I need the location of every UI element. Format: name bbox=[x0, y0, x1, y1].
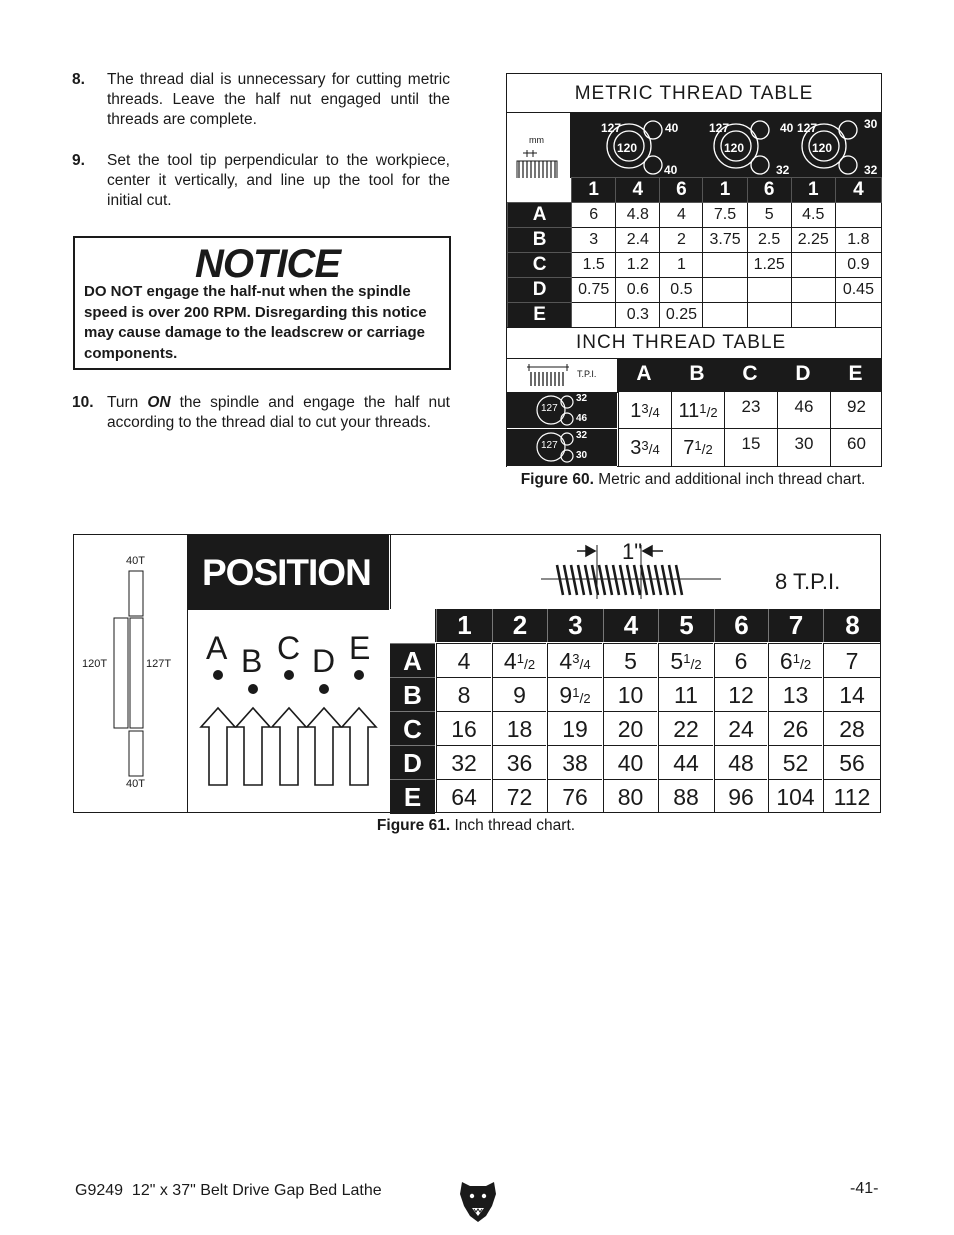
position-row-label: D bbox=[390, 745, 435, 780]
metric-cell: 4 bbox=[660, 203, 703, 228]
position-cell bbox=[823, 745, 880, 779]
position-cell bbox=[658, 779, 713, 813]
position-cell bbox=[768, 677, 822, 711]
gear-train-icon bbox=[507, 392, 617, 429]
metric-cell: 0.25 bbox=[660, 303, 703, 328]
step-9 bbox=[72, 151, 450, 211]
value-whole: 11 bbox=[674, 682, 698, 708]
position-cell bbox=[658, 711, 713, 745]
figure-label: Figure 61. bbox=[376, 817, 451, 834]
value-whole: 9 bbox=[559, 682, 573, 708]
metric-cell: 2 bbox=[660, 228, 703, 253]
inch-gear-cell bbox=[507, 429, 617, 467]
metric-cell: 0.75 bbox=[572, 278, 616, 303]
inch-column-header: A bbox=[636, 362, 652, 385]
metric-row bbox=[508, 303, 882, 328]
gear-label: 127 bbox=[797, 121, 818, 135]
value-whole: 48 bbox=[728, 750, 754, 776]
gear-label: 127 bbox=[601, 121, 622, 135]
value-whole: 11 bbox=[678, 400, 700, 422]
step-number: 8. bbox=[72, 71, 85, 88]
inch-column-header: C bbox=[742, 362, 758, 385]
position-cell bbox=[714, 677, 767, 711]
position-cell bbox=[823, 643, 880, 677]
metric-column-header: 1 bbox=[572, 178, 616, 203]
value-whole: 64 bbox=[451, 784, 477, 810]
position-column-header: 1 bbox=[436, 609, 492, 642]
caption-text: Inch thread chart. bbox=[450, 817, 576, 834]
metric-cell: 3.75 bbox=[703, 228, 747, 253]
inch-cell bbox=[671, 392, 724, 429]
value-whole: 14 bbox=[839, 682, 865, 708]
value-whole: 1 bbox=[630, 400, 642, 422]
metric-column-header-row bbox=[508, 178, 882, 203]
value-whole: 44 bbox=[673, 750, 699, 776]
value-whole: 4 bbox=[457, 648, 471, 674]
value-whole: 6 bbox=[779, 648, 793, 674]
fraction-numerator: 1 bbox=[572, 685, 580, 700]
position-cell bbox=[603, 745, 657, 779]
gear-label: 32 bbox=[776, 163, 790, 177]
fraction-denominator: 2 bbox=[710, 405, 718, 420]
notice-box bbox=[73, 236, 451, 370]
position-cell bbox=[658, 745, 713, 779]
value-whole: 15 bbox=[741, 434, 761, 453]
metric-column-header: 1 bbox=[791, 178, 835, 203]
position-cell bbox=[768, 711, 822, 745]
gear-label: 32 bbox=[864, 163, 878, 177]
tpi-thread-icon bbox=[523, 364, 573, 388]
fraction-denominator: 2 bbox=[705, 442, 713, 457]
gear-127t-label: 127T bbox=[146, 658, 172, 670]
fraction-denominator: 2 bbox=[803, 657, 812, 672]
position-cell bbox=[492, 643, 546, 677]
position-letter-e: E bbox=[349, 630, 371, 666]
value-whole: 28 bbox=[839, 716, 865, 742]
inch-cell bbox=[830, 392, 882, 429]
position-cell bbox=[436, 745, 491, 779]
tpi-label: 8 T.P.I. bbox=[775, 569, 841, 594]
metric-cell bbox=[572, 303, 616, 328]
metric-cell bbox=[703, 278, 747, 303]
position-letter-c: C bbox=[277, 630, 301, 666]
inch-table-title-text: INCH THREAD TABLE bbox=[576, 332, 787, 353]
value-whole: 7 bbox=[845, 648, 859, 674]
metric-column-header: 6 bbox=[747, 178, 791, 203]
value-whole: 8 bbox=[457, 682, 471, 708]
value-whole: 30 bbox=[794, 434, 814, 453]
fraction-numerator: 1 bbox=[683, 651, 691, 666]
fraction-denominator: 2 bbox=[583, 691, 591, 706]
position-row bbox=[390, 745, 880, 779]
value-whole: 19 bbox=[562, 716, 588, 742]
figure-61-caption bbox=[73, 816, 879, 836]
metric-cell: 7.5 bbox=[703, 203, 747, 228]
position-cell bbox=[658, 643, 713, 677]
fraction-numerator: 3 bbox=[641, 438, 649, 453]
value-whole: 3 bbox=[630, 437, 642, 459]
position-cell bbox=[547, 745, 602, 779]
value-whole: 32 bbox=[451, 750, 477, 776]
inch-gear-cell bbox=[507, 392, 617, 429]
gear-label: 120 bbox=[812, 141, 833, 155]
position-cell bbox=[603, 711, 657, 745]
position-cell bbox=[547, 677, 602, 711]
metric-cell: 1.2 bbox=[616, 253, 660, 278]
metric-cell: 5 bbox=[747, 203, 791, 228]
position-cell bbox=[714, 711, 767, 745]
position-column-header: 4 bbox=[603, 609, 658, 642]
gear-stack-icon bbox=[74, 535, 187, 812]
metric-column-header: 4 bbox=[616, 178, 660, 203]
position-row-label: C bbox=[390, 711, 435, 746]
value-whole: 9 bbox=[513, 682, 526, 708]
metric-cell bbox=[791, 253, 835, 278]
gear-stack-diagram bbox=[74, 535, 188, 812]
inch-table-title bbox=[507, 327, 881, 359]
step-8 bbox=[72, 70, 450, 130]
value-whole: 23 bbox=[741, 397, 761, 416]
fraction-slash: / bbox=[690, 656, 695, 672]
fraction-slash: / bbox=[701, 441, 706, 457]
metric-row-label: B bbox=[508, 228, 572, 253]
position-column-header: 6 bbox=[714, 609, 768, 642]
fraction-slash: / bbox=[648, 441, 653, 457]
position-row bbox=[390, 711, 880, 745]
position-cell bbox=[823, 677, 880, 711]
inch-row bbox=[507, 392, 881, 429]
gear-label: 120 bbox=[724, 141, 745, 155]
value-whole: 40 bbox=[617, 750, 644, 776]
fraction-slash: / bbox=[706, 404, 711, 420]
value-whole: 24 bbox=[728, 716, 754, 742]
value-whole: 96 bbox=[728, 784, 754, 810]
position-cell bbox=[714, 643, 767, 677]
position-row-label: B bbox=[390, 677, 435, 712]
position-cell bbox=[768, 643, 822, 677]
metric-cell: 2.5 bbox=[747, 228, 791, 253]
metric-row-label: E bbox=[508, 303, 572, 328]
gear-label: 30 bbox=[576, 450, 588, 461]
value-whole: 20 bbox=[617, 716, 644, 742]
position-row-label: E bbox=[390, 779, 435, 814]
value-whole: 12 bbox=[728, 682, 754, 708]
metric-row bbox=[508, 253, 882, 278]
position-cell bbox=[436, 711, 491, 745]
inch-cell bbox=[830, 429, 882, 466]
corner-cell bbox=[508, 178, 572, 203]
position-cell bbox=[547, 643, 602, 677]
metric-cell: 2.25 bbox=[791, 228, 835, 253]
metric-cell bbox=[703, 253, 747, 278]
value-whole: 56 bbox=[839, 750, 865, 776]
corner-cell bbox=[390, 609, 436, 642]
fraction-numerator: 1 bbox=[694, 438, 702, 453]
metric-row-label: C bbox=[508, 253, 572, 278]
metric-cell: 4.5 bbox=[791, 203, 835, 228]
position-column-header-row bbox=[390, 609, 880, 643]
step-text bbox=[107, 393, 450, 433]
inch-column-header: D bbox=[795, 362, 811, 385]
position-letter-b: B bbox=[241, 643, 263, 679]
fraction-numerator: 1 bbox=[516, 651, 524, 666]
step-number: 9. bbox=[72, 152, 85, 169]
metric-cell: 0.3 bbox=[616, 303, 660, 328]
position-cell bbox=[492, 779, 546, 813]
value-whole: 46 bbox=[794, 397, 814, 416]
fraction-slash: / bbox=[523, 656, 528, 672]
metric-inch-thread-chart bbox=[506, 73, 882, 467]
position-row-label: A bbox=[390, 643, 435, 678]
position-thread-grid bbox=[390, 609, 880, 812]
position-column-header: 3 bbox=[547, 609, 603, 642]
metric-cell: 3 bbox=[572, 228, 616, 253]
fraction-slash: / bbox=[648, 404, 653, 420]
position-cell bbox=[714, 745, 767, 779]
value-whole: 36 bbox=[506, 750, 533, 776]
position-selector-panel bbox=[188, 610, 389, 812]
value-whole: 18 bbox=[506, 716, 533, 742]
value-whole: 26 bbox=[782, 716, 809, 742]
value-whole: 16 bbox=[451, 716, 477, 742]
metric-row-label: D bbox=[508, 278, 572, 303]
metric-cell bbox=[747, 303, 791, 328]
metric-cell bbox=[747, 278, 791, 303]
position-column-header: 5 bbox=[658, 609, 714, 642]
position-cell bbox=[603, 677, 657, 711]
metric-cell bbox=[791, 303, 835, 328]
fraction-slash: / bbox=[579, 690, 584, 706]
gear-label: 120 bbox=[617, 141, 638, 155]
metric-row-label: A bbox=[508, 203, 572, 228]
metric-thread-grid bbox=[507, 177, 882, 328]
fraction-numerator: 1 bbox=[792, 651, 800, 666]
gear-label: 127 bbox=[541, 440, 558, 451]
fraction-slash: / bbox=[579, 656, 584, 672]
value-whole: 7 bbox=[683, 437, 695, 459]
gear-label: 46 bbox=[576, 413, 588, 424]
fraction-denominator: 4 bbox=[583, 657, 591, 672]
position-cell bbox=[492, 745, 546, 779]
metric-cell: 1.8 bbox=[835, 228, 881, 253]
gear-label: 32 bbox=[576, 430, 588, 441]
value-whole: 88 bbox=[673, 784, 699, 810]
metric-row bbox=[508, 203, 882, 228]
position-cell bbox=[658, 677, 713, 711]
inch-cell bbox=[777, 429, 830, 466]
value-whole: 60 bbox=[847, 434, 866, 453]
value-whole: 112 bbox=[833, 784, 871, 810]
metric-cell: 1 bbox=[660, 253, 703, 278]
position-cell bbox=[603, 779, 657, 813]
inch-cell bbox=[671, 429, 724, 466]
gear-label: 40 bbox=[780, 121, 794, 135]
inch-table-body bbox=[507, 392, 881, 466]
figure-label: Figure 60. bbox=[520, 471, 594, 488]
metric-cell bbox=[791, 278, 835, 303]
metric-column-header: 4 bbox=[835, 178, 881, 203]
step-text-before: Turn bbox=[107, 394, 148, 411]
value-whole: 13 bbox=[782, 682, 809, 708]
gear-120t-label: 120T bbox=[82, 658, 108, 670]
value-whole: 72 bbox=[506, 784, 533, 810]
metric-unit-label: mm bbox=[529, 135, 544, 145]
metric-cell bbox=[835, 203, 881, 228]
position-cell bbox=[492, 711, 546, 745]
gear-train-icon bbox=[507, 429, 617, 466]
inch-mark-label: 1" bbox=[622, 539, 643, 564]
metric-column-header: 1 bbox=[703, 178, 747, 203]
value-whole: 76 bbox=[562, 784, 588, 810]
value-whole: 6 bbox=[734, 648, 748, 674]
position-cell bbox=[547, 711, 602, 745]
metric-table-body bbox=[508, 203, 882, 328]
fraction-numerator: 3 bbox=[641, 401, 649, 416]
metric-cell: 2.4 bbox=[616, 228, 660, 253]
position-row bbox=[390, 779, 880, 813]
metric-cell: 0.6 bbox=[616, 278, 660, 303]
gear-label: 30 bbox=[864, 117, 878, 131]
position-cell bbox=[823, 779, 880, 813]
value-whole: 5 bbox=[670, 648, 684, 674]
position-column-header: 8 bbox=[823, 609, 881, 642]
metric-gear-header bbox=[571, 113, 881, 177]
value-whole: 5 bbox=[624, 648, 637, 674]
metric-row bbox=[508, 228, 882, 253]
fraction-numerator: 3 bbox=[572, 651, 580, 666]
position-letter-d: D bbox=[312, 643, 336, 679]
step-text: Set the tool tip perpendicular to the workpiece, center it vertically, and line up the tool for the initial cut. bbox=[107, 152, 450, 209]
metric-table-title: METRIC THREAD TABLE bbox=[507, 74, 881, 113]
value-whole: 80 bbox=[617, 784, 644, 810]
step-text-after: the spindle and engage the half nut according to the thread dial to cut your threads. bbox=[107, 394, 450, 431]
position-cell bbox=[436, 643, 491, 677]
inch-cell bbox=[777, 392, 830, 429]
caption-text: Metric and additional inch thread chart. bbox=[593, 471, 866, 488]
step-10 bbox=[72, 393, 450, 433]
step-text: The thread dial is unnecessary for cutting metric threads. Leave the half nut engaged until the threads are complete. bbox=[107, 71, 450, 128]
tpi-illustration bbox=[390, 535, 881, 609]
inch-column-header-row bbox=[618, 358, 881, 392]
fraction-denominator: 4 bbox=[652, 442, 660, 457]
inch-column-header: B bbox=[689, 362, 705, 385]
inch-cell bbox=[618, 429, 671, 466]
bear-head-logo-icon bbox=[458, 1178, 498, 1224]
position-row bbox=[390, 643, 880, 677]
value-whole: 104 bbox=[776, 784, 815, 810]
inch-row bbox=[507, 429, 881, 466]
gear-label: 40 bbox=[664, 163, 678, 177]
inch-cell bbox=[618, 392, 671, 429]
gear-label: 127 bbox=[709, 121, 730, 135]
gear-label: 40 bbox=[665, 121, 679, 135]
footer-model-text: G9249 12" x 37" Belt Drive Gap Bed Lathe bbox=[75, 1182, 382, 1199]
metric-cell: 0.9 bbox=[835, 253, 881, 278]
position-column-header: 7 bbox=[768, 609, 823, 642]
fraction-denominator: 2 bbox=[694, 657, 702, 672]
fraction-denominator: 4 bbox=[652, 405, 660, 420]
position-cell bbox=[603, 643, 657, 677]
value-whole: 4 bbox=[503, 648, 517, 674]
notice-title: NOTICE bbox=[195, 242, 341, 286]
step-emphasis: ON bbox=[147, 394, 171, 411]
value-whole: 22 bbox=[673, 716, 699, 742]
position-cell bbox=[492, 677, 546, 711]
metric-cell: 1.25 bbox=[747, 253, 791, 278]
position-cell bbox=[768, 745, 822, 779]
inch-column-header: E bbox=[848, 362, 863, 385]
fraction-slash: / bbox=[799, 656, 804, 672]
tpi-unit-label: T.P.I. bbox=[577, 369, 597, 379]
metric-cell: 6 bbox=[572, 203, 616, 228]
figure-60-caption bbox=[506, 470, 880, 490]
gear-40t-bottom-label: 40T bbox=[126, 778, 145, 790]
fraction-numerator: 1 bbox=[699, 401, 707, 416]
metric-cell bbox=[835, 303, 881, 328]
position-column-header: 2 bbox=[492, 609, 547, 642]
step-number: 10. bbox=[72, 394, 94, 411]
position-letter-a: A bbox=[206, 630, 228, 666]
position-header bbox=[188, 535, 389, 610]
gear-label: 32 bbox=[576, 393, 588, 404]
position-cell bbox=[768, 779, 822, 813]
metric-row bbox=[508, 278, 882, 303]
value-whole: 10 bbox=[617, 682, 644, 708]
position-cell bbox=[547, 779, 602, 813]
value-whole: 4 bbox=[559, 648, 573, 674]
metric-column-header: 6 bbox=[660, 178, 703, 203]
inch-unit-cell bbox=[507, 358, 618, 393]
position-cell bbox=[436, 779, 491, 813]
inch-position-chart bbox=[73, 534, 881, 813]
metric-cell bbox=[703, 303, 747, 328]
value-whole: 52 bbox=[782, 750, 809, 776]
value-whole: 38 bbox=[562, 750, 588, 776]
metric-cell: 0.5 bbox=[660, 278, 703, 303]
page-number: -41- bbox=[850, 1180, 879, 1197]
notice-body: DO NOT engage the half-nut when the spindle speed is over 200 RPM. Disregarding this notice may cause damage to the leadscrew or carriage components. bbox=[84, 283, 427, 362]
metric-cell: 4.8 bbox=[616, 203, 660, 228]
position-title: POSITION bbox=[202, 552, 371, 593]
inch-cell bbox=[724, 392, 777, 429]
position-row bbox=[390, 677, 880, 711]
inch-cell bbox=[724, 429, 777, 466]
metric-cell: 0.45 bbox=[835, 278, 881, 303]
position-cell bbox=[714, 779, 767, 813]
value-whole: 92 bbox=[847, 397, 866, 416]
position-cell bbox=[436, 677, 491, 711]
position-cell bbox=[823, 711, 880, 745]
gear-40t-top-label: 40T bbox=[126, 555, 145, 567]
gear-label: 127 bbox=[541, 403, 558, 414]
metric-cell: 1.5 bbox=[572, 253, 616, 278]
fraction-denominator: 2 bbox=[527, 657, 536, 672]
